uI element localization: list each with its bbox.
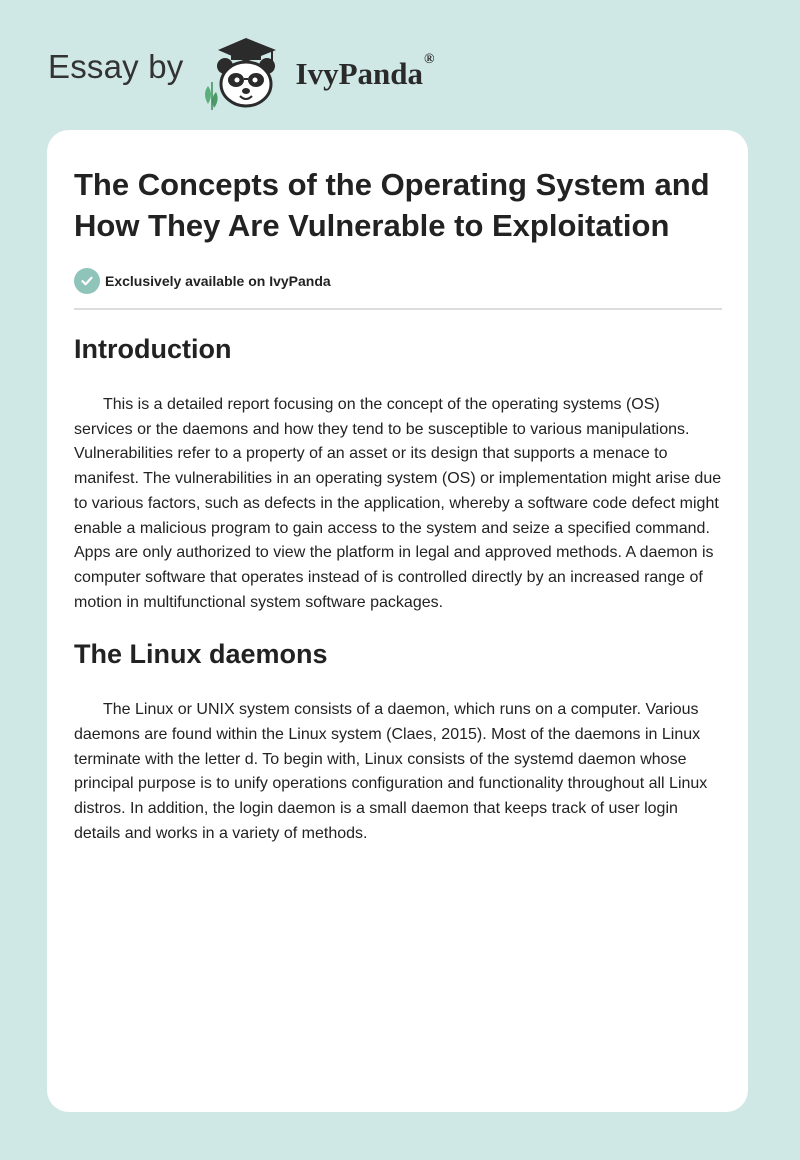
exclusive-badge-label: Exclusively available on IvyPanda <box>105 273 331 289</box>
essay-content <box>74 164 722 847</box>
section-heading-introduction: Introduction <box>74 334 232 364</box>
essay-title: The Concepts of the Operating System and How They Are Vulnerable to Exploitation <box>74 167 710 243</box>
check-icon <box>74 268 100 294</box>
essay-by-label: Essay by <box>48 48 184 85</box>
section-paragraph-introduction: This is a detailed report focusing on the concept of the operating systems (OS) services or the daemons and how they tend to be susceptible to various manipulations. Vulnerabilities refer to a property of an asset or its design that supports a menace to manifest. The vulnerabilities in an operating system (OS) or implementation might arise due to various factors, such as defects in the application, whereby a software code defect might enable a malicious program to gain access to the system and seize a specified command. Apps are only authorized to view the platform in legal and approved methods. A daemon is computer software that operates instead of is controlled directly by an increased range of motion in multifunctional system software packages. <box>74 396 722 611</box>
registered-mark: ® <box>423 52 435 67</box>
section-paragraph-linux-daemons: The Linux or UNIX system consists of a daemon, which runs on a computer. Various daemons are found within the Linux system (Claes, 2015). Most of the daemons in Linux terminate with the letter d. To begin with, Linux consists of the systemd daemon whose principal purpose is to unify operations configuration and functionality throughout all Linux distros. In addition, the login daemon is a small daemon that keeps track of user login details and works in a variety of methods. <box>74 701 708 842</box>
panda-graduate-icon <box>198 32 290 112</box>
exclusive-badge <box>74 268 722 294</box>
essay-card <box>47 130 748 1112</box>
brand-label: IvyPanda <box>295 56 423 91</box>
brand-name <box>295 52 435 92</box>
section-heading-linux-daemons: The Linux daemons <box>74 639 328 670</box>
title-divider <box>74 308 722 310</box>
site-header <box>48 32 434 112</box>
